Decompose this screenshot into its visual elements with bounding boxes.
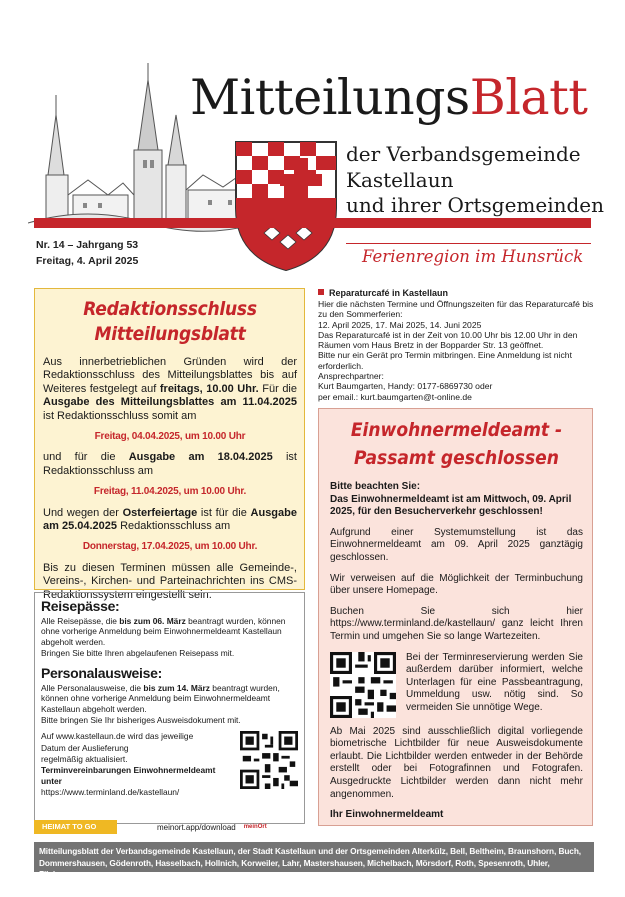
redaktion-paragraph: Bis zu diesen Terminen müssen alle Gemeinde-, Vereins-, Kirchen- und Parteinachrichten ins CMS-Redaktionssystem eingestellt sein. bbox=[43, 561, 297, 601]
text: Bitte nur ein Gerät pro Termin mitbringen. Eine Anmeldung ist nicht erforderlich. bbox=[318, 350, 572, 371]
text: regelmäßig aktualisiert. bbox=[41, 753, 128, 764]
deadline-date: Donnerstag, 17.04.2025, um 10.00 Uhr. bbox=[82, 541, 258, 553]
issue-info bbox=[36, 237, 138, 269]
text-bold: Ausgabe am 18.04.2025 bbox=[128, 451, 273, 464]
subtitle-line: Kastellaun bbox=[346, 167, 454, 192]
heimat-to-go-bar bbox=[34, 820, 305, 834]
reparaturcafe-notice bbox=[318, 288, 596, 402]
region-tagline: Ferienregion im Hunsrück bbox=[362, 247, 584, 266]
text: Redaktionsschluss am bbox=[117, 520, 231, 533]
text: Alle Reisepässe, die bbox=[41, 616, 120, 626]
footer-publisher-line: Mitteilungsblatt der Verbandsgemeinde Kastellaun, der Stadt Kastellaun und der Ortsgemeinden Alterkülz, Bell, Beltheim, Braunshorn, Buch, Dommershausen, Gödenroth, Hasselbach, Hollnich, Korweiler, Lahr, Mastershausen, Michelbach, Mörsdorf, Roth, Spesenroth, Uhler, Zilshausen bbox=[34, 842, 594, 872]
title-line: Mitteilungsblatt bbox=[94, 323, 246, 345]
heimat-label: HEIMAT TO GO bbox=[34, 820, 117, 834]
redaktionsschluss-title bbox=[56, 297, 285, 347]
subtitle-line: und ihrer Ortsgemeinden bbox=[346, 193, 605, 217]
title-line: Passamt geschlossen bbox=[354, 447, 559, 469]
redaktionsschluss-box bbox=[34, 288, 305, 601]
text: beantragt wurden, können ohne vorherige Anmeldung beim Einwohnermeldeamt Kastellaun abgeholt werden. bbox=[41, 683, 280, 714]
title-line: Einwohnermeldeamt - bbox=[350, 419, 563, 441]
issue-number: Nr. 14 – Jahrgang 53 bbox=[36, 239, 139, 251]
text-bold: Ihr Einwohnermeldeamt bbox=[330, 809, 444, 821]
web-info-row bbox=[41, 731, 298, 798]
personalausweise-note: Bitte bringen Sie Ihr bisheriges Ausweisdokument mit. bbox=[41, 715, 241, 726]
reisepaesse-heading: Reisepässe: bbox=[41, 598, 120, 614]
ausweis-info-box bbox=[34, 592, 305, 824]
web-info-text bbox=[41, 731, 236, 798]
text: Das Reparaturcafé ist in der Zeit von 10.00 Uhr bis 12.00 Uhr in den Räumen vom Haus Bretz in der Bopparder Str. 13 geöffnet. bbox=[318, 329, 578, 351]
text: Reparaturcafé in Kastellaun bbox=[329, 288, 449, 298]
einwohnermeldeamt-title bbox=[343, 416, 571, 472]
masthead-title bbox=[190, 70, 587, 126]
issue-date: Freitag, 4. April 2025 bbox=[36, 255, 139, 267]
text: Ansprechpartner: bbox=[318, 371, 384, 382]
einwohnermeldeamt-box bbox=[318, 408, 593, 826]
meinort-logo: meinOrt bbox=[243, 824, 267, 830]
text: Aus innerbetrieblichen Gründen wird der Redaktionsschluss des Mitteilungsblattes bis auf Weiteres festgelegt auf bbox=[43, 356, 297, 395]
text-bold: Ausgabe am 25.04.2025 bbox=[43, 506, 297, 533]
text: beantragt wurden, können ohne vorherige Anmeldung beim Einwohnermeldeamt Kastellaun abgeholt werden. bbox=[41, 616, 286, 647]
masthead-subtitle bbox=[346, 142, 604, 219]
text: Kurt Baumgarten, Handy: 0177-6869730 oder bbox=[318, 381, 493, 392]
text-bold: Ausgabe des Mitteilungsblattes am 11.04.2025 bbox=[43, 396, 297, 409]
reisepaesse-text bbox=[41, 616, 298, 647]
square-bullet-icon bbox=[318, 289, 324, 295]
text: ist Redaktionsschluss somit am bbox=[43, 409, 197, 422]
einwohner-paragraph: Buchen Sie sich hier https://www.terminland.de/kastellaun/ ganz leicht Ihren Termin und umgehen Sie so lange Wartezeiten. bbox=[330, 605, 583, 642]
redaktion-paragraph bbox=[43, 451, 297, 478]
contact-email[interactable]: per email.: kurt.baumgarten@t-online.de bbox=[318, 391, 472, 402]
einwohner-lead bbox=[330, 481, 583, 519]
text-bold: Das Einwohnermeldeamt ist am Mittwoch, 09. April 2025, für den Besucherverkehr geschlossen! bbox=[330, 493, 572, 518]
text-bold: freitags, 10.00 Uhr. bbox=[159, 382, 259, 395]
deadline-date: Freitag, 11.04.2025, um 10.00 Uhr. bbox=[93, 486, 247, 498]
text-bold: bis zum 06. März bbox=[119, 616, 186, 626]
terminland-link[interactable]: https://www.terminland.de/kastellaun/ bbox=[41, 786, 180, 797]
title-line: Redaktionsschluss bbox=[83, 298, 257, 320]
text: ist Redaktionsschluss am bbox=[43, 451, 297, 477]
einwohner-paragraph: Aufgrund einer Systemumstellung ist das Einwohnermeldeamt am 09. April 2025 ganztägig geschlossen. bbox=[330, 526, 583, 563]
reisepaesse-note: Bringen Sie bitte Ihren abgelaufenen Reisepass mit. bbox=[41, 647, 235, 658]
einwohner-signature bbox=[330, 809, 583, 822]
einwohner-paragraph: Wir verweisen auf die Möglichkeit der Terminbuchung über unsere Homepage. bbox=[330, 572, 583, 597]
text-bold: Terminvereinbarungen Einwohnermeldeamt unter bbox=[41, 765, 216, 786]
masthead-part-1: Mitteilungs bbox=[190, 69, 470, 126]
text: Auf www.kastellaun.de wird das jeweilige bbox=[41, 731, 194, 742]
text: ist für die bbox=[197, 506, 251, 519]
qr-code-icon[interactable] bbox=[240, 731, 298, 789]
terminbuchung-row bbox=[330, 652, 583, 718]
einwohner-paragraph: Bei der Terminreservierung werden Sie außerdem darüber informiert, welche Unterlagen für eine Passbeantragung, Ummeldung usw. nötig sind. So vermeiden Sie unnötige Wege. bbox=[406, 651, 583, 713]
header-red-rule bbox=[34, 218, 591, 228]
app-download-link[interactable]: meinort.app/download bbox=[157, 822, 236, 832]
reparaturcafe-heading bbox=[318, 288, 596, 299]
deadline-date: Freitag, 04.04.2025, um 10.00 Uhr bbox=[94, 431, 246, 443]
text: Datum der Auslieferung bbox=[41, 742, 129, 753]
text-bold: bis zum 14. März bbox=[143, 683, 210, 694]
masthead-part-2: Blatt bbox=[469, 69, 588, 126]
einwohner-paragraph: Ab Mai 2025 sind ausschließlich digital vorliegende biometrische Lichtbilder für neue Ausweisdokumente erlaubt. Die Lichtbilder werden entweder in der Behörde erstellt oder bei Fotografinnen und Fotografen. Ausgedruckte Lichtbilder werden dann nicht mehr angenommen. bbox=[330, 725, 583, 800]
redaktion-paragraph bbox=[43, 507, 297, 534]
text: Für die bbox=[258, 382, 297, 395]
personalausweise-text bbox=[41, 683, 298, 714]
qr-code-icon[interactable] bbox=[330, 652, 396, 718]
text: Alle Personalausweise, die bbox=[41, 683, 144, 694]
personalausweise-heading: Personalausweise: bbox=[41, 665, 162, 682]
redaktion-paragraph bbox=[43, 356, 297, 423]
text: Hier die nächsten Termine und Öffnungszeiten für das Reparaturcafé bis zu den Sommerferien: bbox=[318, 299, 594, 320]
region-rule bbox=[346, 243, 591, 244]
text: und für die bbox=[43, 451, 129, 464]
text: 12. April 2025, 17. Mai 2025, 14. Juni 2025 bbox=[318, 319, 482, 330]
text: Und wegen der bbox=[43, 506, 123, 519]
subtitle-line: der Verbandsgemeinde bbox=[346, 142, 581, 166]
coat-of-arms bbox=[232, 138, 340, 273]
text-bold: Bitte beachten Sie: bbox=[330, 481, 421, 492]
text-bold: Osterfeiertage bbox=[122, 506, 198, 519]
